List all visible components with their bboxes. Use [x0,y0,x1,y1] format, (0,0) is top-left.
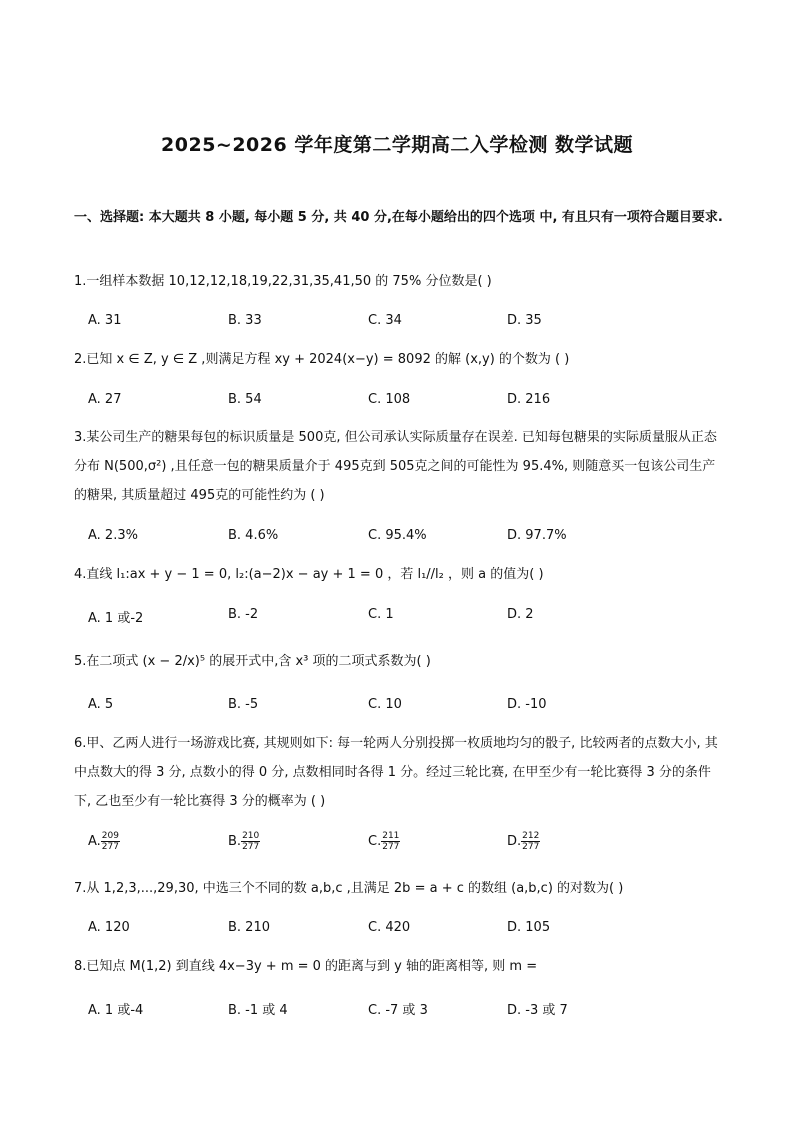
option-d [507,831,540,852]
option-b [228,831,260,852]
option-d: D. 105 [507,920,551,935]
fraction-numerator: 209 [101,831,119,841]
option-b-fraction [241,831,260,852]
page-title: 2025~2026 学年度第二学期高二入学检测 数学试题 [161,134,633,156]
option-d: D. 216 [507,392,551,407]
option-b: B. -5 [228,697,259,712]
option-b: B. 54 [228,392,262,407]
option-c: C. 34 [368,313,402,328]
question-3: 3.某公司生产的糖果每包的标识质量是 500克, 但公司承认实际质量存在误差. 已知每包糖果的实际质量服从正态分布 N(500,σ²) ,且任意一包的糖果质量介于 495克到 505克之间的可能性为 95.4%, 则随意买一包该公司生产的糖果, 其质量超过 495克的可能性约为 ( ) [74,430,717,503]
fraction-denominator: 277 [242,842,260,852]
question-7: 7.从 1,2,3,...,29,30, 中选三个不同的数 a,b,c ,且满足 2b = a + c 的数组 (a,b,c) 的对数为( ) [74,881,624,896]
option-c-fraction [381,831,400,852]
option-a: A. 1 或-2 [88,611,144,626]
fraction-numerator: 210 [242,831,260,841]
fraction-numerator: 211 [382,831,400,841]
question-1: 1.一组样本数据 10,12,12,18,19,22,31,35,41,50 的 75% 分位数是( ) [74,274,492,289]
option-b: B. -2 [228,607,259,622]
option-d: D. -3 或 7 [507,1003,568,1018]
option-c: C. 108 [368,392,411,407]
option-a: A. 27 [88,392,122,407]
option-a: A. 2.3% [88,528,138,543]
option-c: C. -7 或 3 [368,1003,428,1018]
option-c: C. 10 [368,697,402,712]
option-d-fraction [521,831,540,852]
section-heading: 一、选择题: 本大题共 8 小题, 每小题 5 分, 共 40 分,在每小题给出的四个选项 中, 有且只有一项符合题目要求. [74,210,723,225]
question-4: 4.直线 l₁:ax + y − 1 = 0, l₂:(a−2)x − ay + 1 = 0 ，若 l₁//l₂ ，则 a 的值为( ) [74,567,544,582]
question-2: 2.已知 x ∈ Z, y ∈ Z ,则满足方程 xy + 2024(x−y) = 8092 的解 (x,y) 的个数为 ( ) [74,352,570,367]
option-d: D. 2 [507,607,534,622]
fraction-numerator: 212 [522,831,540,841]
question-6: 6.甲、乙两人进行一场游戏比赛, 其规则如下: 每一轮两人分别投掷一枚质地均匀的骰子, 比较两者的点数大小, 其中点数大的得 3 分, 点数小的得 0 分, 点数相同时各得 1 分。经过三轮比赛, 在甲至少有一轮比赛得 3 分的条件下, 乙也至少有一轮比赛得 3 分的概率为 ( ) [74,736,718,809]
option-c: C. 95.4% [368,528,427,543]
option-c: C. 420 [368,920,411,935]
option-a-fraction [101,831,120,852]
option-d-letter: D. [507,834,522,849]
option-a: A. 31 [88,313,122,328]
question-8: 8.已知点 M(1,2) 到直线 4x−3y + m = 0 的距离与到 y 轴的距离相等, 则 m = [74,959,538,974]
option-a: A. 1 或-4 [88,1003,144,1018]
option-c-letter: C. [368,834,382,849]
option-c [368,831,400,852]
option-a: A. 5 [88,697,114,712]
option-a [88,831,120,852]
fraction-denominator: 277 [101,842,119,852]
option-b: B. 210 [228,920,270,935]
option-b: B. 33 [228,313,262,328]
option-a: A. 120 [88,920,130,935]
option-b-letter: B. [228,834,242,849]
fraction-denominator: 277 [382,842,400,852]
option-d: D. 97.7% [507,528,567,543]
option-a-letter: A. [88,834,101,849]
option-c: C. 1 [368,607,394,622]
fraction-denominator: 277 [522,842,540,852]
option-b: B. 4.6% [228,528,279,543]
option-d: D. -10 [507,697,547,712]
option-b: B. -1 或 4 [228,1003,288,1018]
option-d: D. 35 [507,313,542,328]
question-5: 5.在二项式 (x − 2/x)⁵ 的展开式中,含 x³ 项的二项式系数为( ) [74,654,431,669]
